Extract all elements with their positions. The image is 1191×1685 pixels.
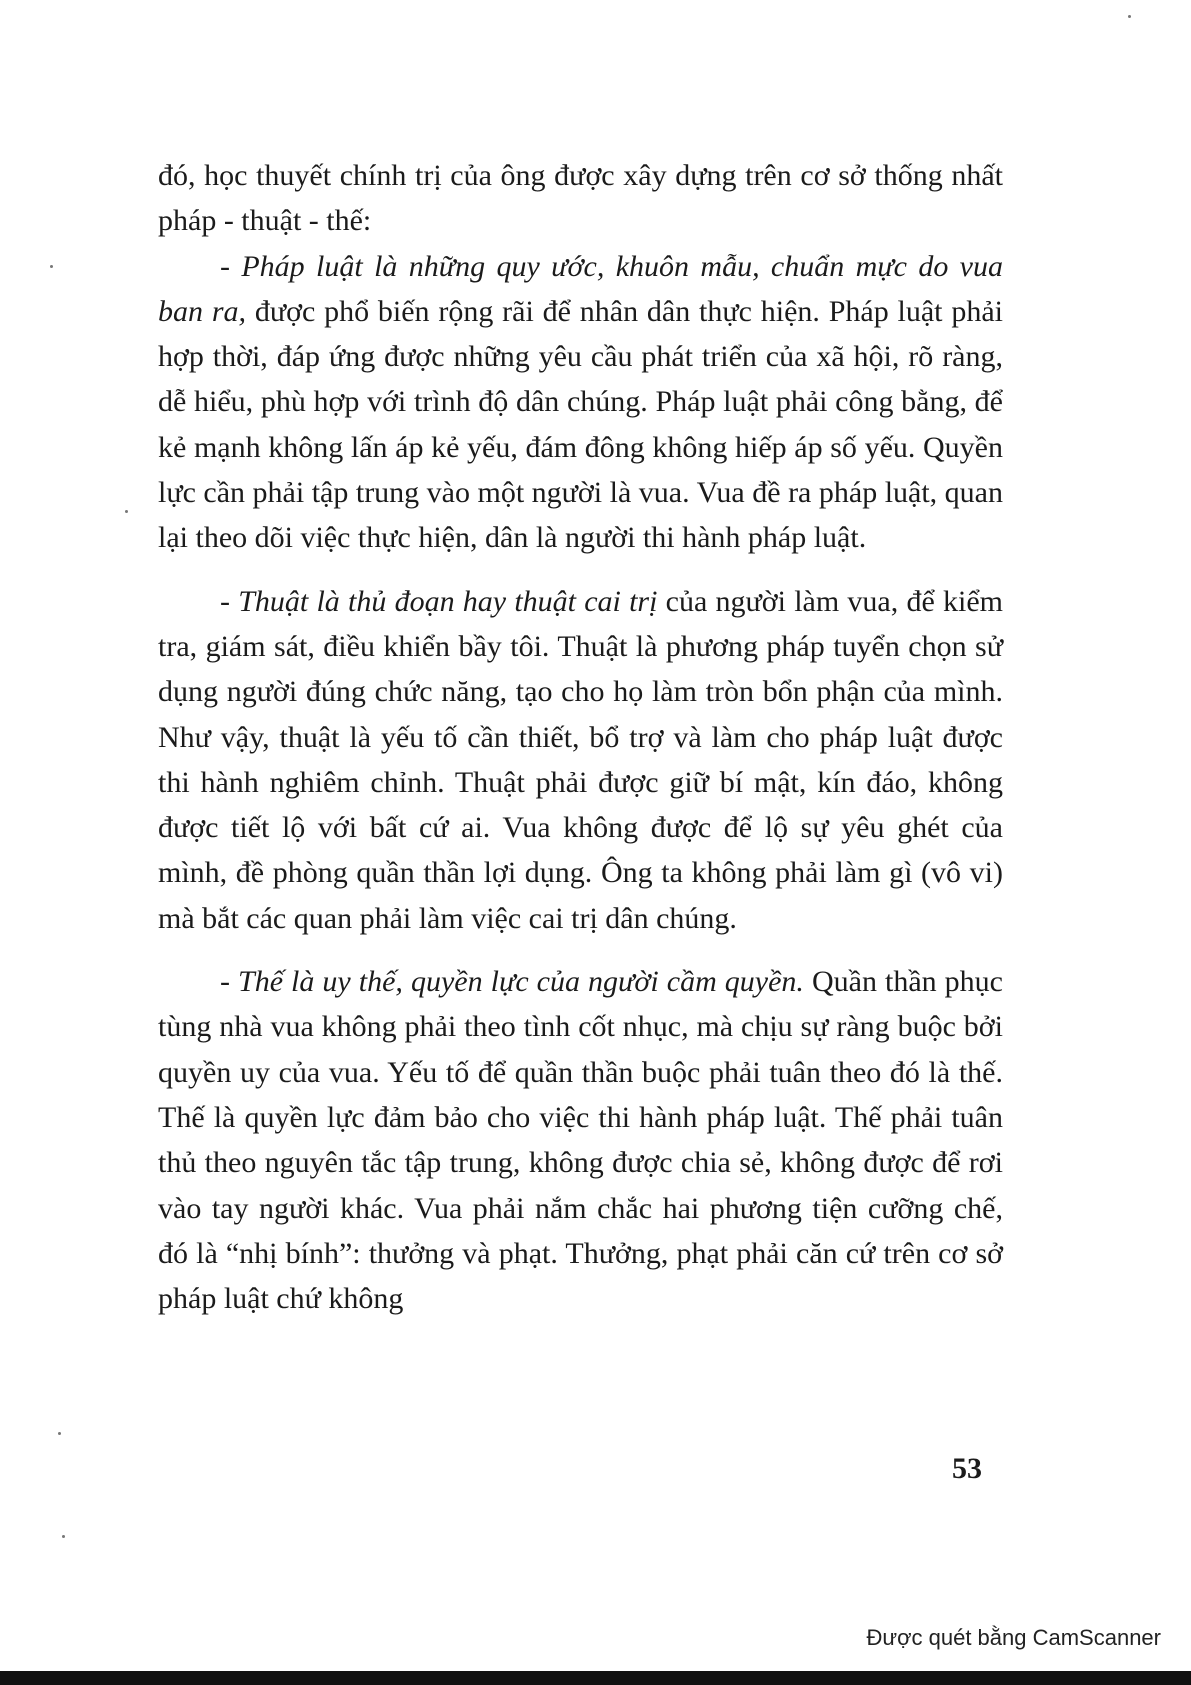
camscanner-label: Được quét bằng CamScanner: [866, 1625, 1161, 1650]
paragraph-body: Quần thần phục tùng nhà vua không phải theo tình cốt nhục, mà chịu sự ràng buộc bởi quyền uy của vua. Yếu tố để quần thần buộc phải tuân theo đó là thế. Thế là quyền lực đảm bảo cho việc thi hành pháp luật. Thế phải tuân thủ theo nguyên tắc tập trung, không được chia sẻ, không được để rơi vào tay người khác. Vua phải nắm chắc hai phương tiện cưỡng chế, đó là “nhị bính”: thưởng và phạt. Thưởng, phạt phải căn cứ trên cơ sở pháp luật chứ không: [158, 965, 1003, 1316]
paragraph-thuat: [158, 579, 1003, 941]
page-number: 53: [952, 1452, 982, 1485]
paragraph-body: của người làm vua, để kiểm tra, giám sát, điều khiển bầy tôi. Thuật là phương pháp tuyển chọn sử dụng người đúng chức năng, tạo cho họ làm tròn bổn phận của mình. Như vậy, thuật là yếu tố cần thiết, bổ trợ và làm cho pháp luật được thi hành nghiêm chỉnh. Thuật phải được giữ bí mật, kín đáo, không được tiết lộ với bất cứ ai. Vua không được để lộ sự yêu ghét của mình, đề phòng quần thần lợi dụng. Ông ta không phải làm gì (vô vi) mà bắt các quan phải làm việc cai trị dân chúng.: [158, 584, 1003, 935]
paragraph-lead: - Thế là uy thế, quyền lực của người cầm quyền.: [220, 965, 804, 999]
paragraph-the: [158, 959, 1003, 1321]
paragraph-phap: [158, 244, 1003, 561]
paragraph-lead: - Pháp luật là những quy ước, khuôn mẫu, chuẩn mực do vua ban ra,: [158, 249, 1003, 328]
page-body-text: [158, 153, 1003, 1321]
paragraph-lead: - Thuật là thủ đoạn hay thuật cai trị: [220, 584, 658, 618]
scan-speck: [50, 265, 53, 268]
scan-bottom-edge: [0, 1671, 1191, 1685]
scan-speck: [62, 1535, 65, 1538]
paragraph-body: được phổ biến rộng rãi để nhân dân thực hiện. Pháp luật phải hợp thời, đáp ứng được những yêu cầu phát triển của xã hội, rõ ràng, dễ hiểu, phù hợp với trình độ dân chúng. Pháp luật phải công bằng, để kẻ mạnh không lấn áp kẻ yếu, đám đông không hiếp áp số yếu. Quyền lực cần phải tập trung vào một người là vua. Vua đề ra pháp luật, quan lại theo dõi việc thực hiện, dân là người thi hành pháp luật.: [158, 294, 1003, 555]
scan-speck: [58, 1432, 61, 1435]
intro-paragraph: đó, học thuyết chính trị của ông được xây dựng trên cơ sở thống nhất pháp - thuật - thế:: [158, 159, 1003, 238]
scan-speck: [1128, 15, 1131, 18]
scan-speck: [125, 510, 128, 513]
